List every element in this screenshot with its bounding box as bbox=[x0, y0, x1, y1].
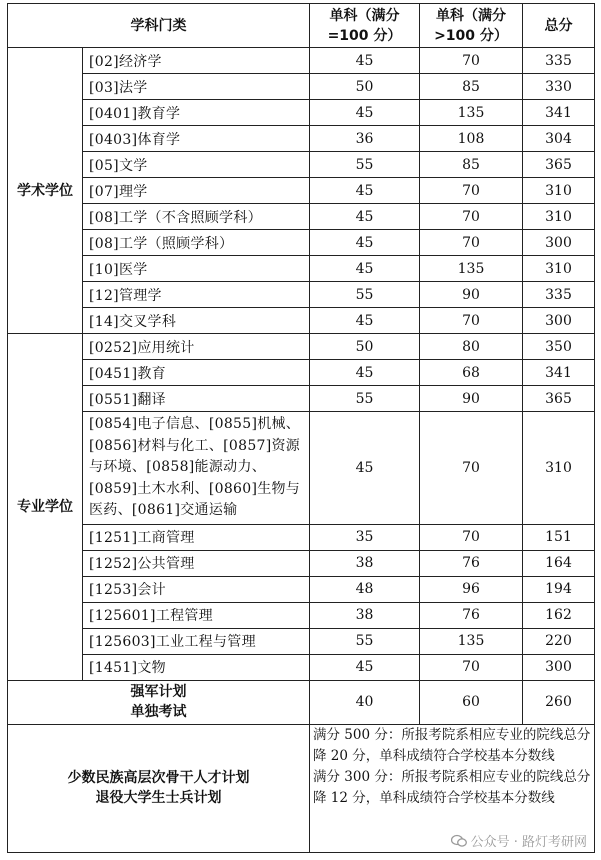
special-plan-line1: 强军计划 bbox=[130, 684, 187, 700]
score-gt100-cell: 70 bbox=[420, 412, 523, 525]
total-cell: 164 bbox=[523, 550, 595, 576]
score-100-cell: 38 bbox=[310, 602, 420, 628]
subject-cell: [14]交叉学科 bbox=[83, 308, 310, 334]
header-total: 总分 bbox=[523, 4, 595, 48]
subject-cell: [1253]会计 bbox=[83, 576, 310, 602]
score-100-cell: 45 bbox=[310, 308, 420, 334]
table-row bbox=[8, 654, 595, 680]
table-row bbox=[8, 230, 595, 256]
subject-cell: [02]经济学 bbox=[83, 48, 310, 74]
header-single-gt100: 单科（满分>100 分） bbox=[420, 4, 523, 48]
subject-cell: [0252]应用统计 bbox=[83, 334, 310, 360]
table-row bbox=[8, 334, 595, 360]
table-row bbox=[8, 602, 595, 628]
table-row bbox=[8, 48, 595, 74]
score-gt100-cell: 85 bbox=[420, 74, 523, 100]
total-cell: 300 bbox=[523, 654, 595, 680]
minority-note-300: 满分 300 分：所报考院系相应专业的院线总分降 12 分，单科成绩符合学校基本分数线 bbox=[313, 768, 591, 806]
subject-cell: [1252]公共管理 bbox=[83, 550, 310, 576]
score-100-cell: 55 bbox=[310, 152, 420, 178]
score-100-cell: 38 bbox=[310, 550, 420, 576]
watermark-text: 公众号 · 路灯考研网 bbox=[470, 835, 587, 850]
score-100-cell: 50 bbox=[310, 334, 420, 360]
subject-cell: [08]工学（照顾学科） bbox=[83, 230, 310, 256]
total-cell: 304 bbox=[523, 126, 595, 152]
minority-plan-label bbox=[8, 724, 310, 852]
header-row bbox=[8, 4, 595, 48]
total-cell: 335 bbox=[523, 282, 595, 308]
minority-plan-line2: 退役大学生士兵计划 bbox=[95, 790, 222, 806]
score-100-cell: 45 bbox=[310, 412, 420, 525]
score-100-cell: 35 bbox=[310, 524, 420, 550]
table-row bbox=[8, 152, 595, 178]
score-100-cell: 45 bbox=[310, 48, 420, 74]
total-cell: 330 bbox=[523, 74, 595, 100]
score-gt100-cell: 70 bbox=[420, 654, 523, 680]
score-gt100-cell: 70 bbox=[420, 524, 523, 550]
subject-cell: [125601]工程管理 bbox=[83, 602, 310, 628]
score-100-cell: 55 bbox=[310, 282, 420, 308]
score-100-cell: 45 bbox=[310, 230, 420, 256]
table-row bbox=[8, 412, 595, 525]
score-100-cell: 45 bbox=[310, 256, 420, 282]
special-plan-line2: 单独考试 bbox=[130, 704, 187, 720]
score-table bbox=[7, 3, 595, 853]
total-cell: 365 bbox=[523, 386, 595, 412]
subject-cell: [125603]工业工程与管理 bbox=[83, 628, 310, 654]
total-cell: 300 bbox=[523, 230, 595, 256]
total-cell: 341 bbox=[523, 100, 595, 126]
total-cell: 310 bbox=[523, 412, 595, 525]
subject-cell: [0401]教育学 bbox=[83, 100, 310, 126]
score-100-cell: 45 bbox=[310, 100, 420, 126]
score-gt100-cell: 60 bbox=[420, 680, 523, 724]
table-row bbox=[8, 126, 595, 152]
special-plan-label bbox=[8, 680, 310, 724]
score-gt100-cell: 96 bbox=[420, 576, 523, 602]
total-cell: 310 bbox=[523, 178, 595, 204]
group-label-professional: 专业学位 bbox=[8, 334, 83, 681]
total-cell: 300 bbox=[523, 308, 595, 334]
score-gt100-cell: 135 bbox=[420, 100, 523, 126]
total-cell: 162 bbox=[523, 602, 595, 628]
table-row bbox=[8, 178, 595, 204]
table-row bbox=[8, 628, 595, 654]
table-row bbox=[8, 550, 595, 576]
total-cell: 341 bbox=[523, 360, 595, 386]
score-100-cell: 48 bbox=[310, 576, 420, 602]
score-gt100-cell: 68 bbox=[420, 360, 523, 386]
subject-cell: [03]法学 bbox=[83, 74, 310, 100]
table-row bbox=[8, 256, 595, 282]
score-gt100-cell: 135 bbox=[420, 628, 523, 654]
score-gt100-cell: 70 bbox=[420, 48, 523, 74]
score-gt100-cell: 70 bbox=[420, 204, 523, 230]
wechat-icon bbox=[451, 834, 467, 848]
subject-cell: [08]工学（不含照顾学科） bbox=[83, 204, 310, 230]
header-single-100: 单科（满分=100 分） bbox=[310, 4, 420, 48]
subject-cell: [1451]文物 bbox=[83, 654, 310, 680]
score-gt100-cell: 85 bbox=[420, 152, 523, 178]
table-row bbox=[8, 282, 595, 308]
score-100-cell: 55 bbox=[310, 386, 420, 412]
minority-plan-line1: 少数民族高层次骨干人才计划 bbox=[67, 770, 250, 786]
total-cell: 220 bbox=[523, 628, 595, 654]
watermark bbox=[451, 831, 587, 850]
subject-cell: [1251]工商管理 bbox=[83, 524, 310, 550]
score-gt100-cell: 90 bbox=[420, 386, 523, 412]
table-row bbox=[8, 680, 595, 724]
score-100-cell: 36 bbox=[310, 126, 420, 152]
score-gt100-cell: 135 bbox=[420, 256, 523, 282]
group-label-academic: 学术学位 bbox=[8, 48, 83, 334]
subject-cell: [0551]翻译 bbox=[83, 386, 310, 412]
total-cell: 310 bbox=[523, 256, 595, 282]
table-row bbox=[8, 204, 595, 230]
subject-cell: [07]理学 bbox=[83, 178, 310, 204]
total-cell: 335 bbox=[523, 48, 595, 74]
score-100-cell: 45 bbox=[310, 178, 420, 204]
score-gt100-cell: 70 bbox=[420, 230, 523, 256]
score-gt100-cell: 76 bbox=[420, 602, 523, 628]
total-cell: 260 bbox=[523, 680, 595, 724]
table-row bbox=[8, 308, 595, 334]
score-gt100-cell: 90 bbox=[420, 282, 523, 308]
minority-note-500: 满分 500 分：所报考院系相应专业的院线总分降 20 分，单科成绩符合学校基本分数线 bbox=[313, 726, 591, 764]
score-100-cell: 50 bbox=[310, 74, 420, 100]
header-category: 学科门类 bbox=[8, 4, 310, 48]
subject-cell: [05]文学 bbox=[83, 152, 310, 178]
total-cell: 194 bbox=[523, 576, 595, 602]
total-cell: 310 bbox=[523, 204, 595, 230]
score-gt100-cell: 70 bbox=[420, 178, 523, 204]
score-100-cell: 45 bbox=[310, 654, 420, 680]
subject-cell: [12]管理学 bbox=[83, 282, 310, 308]
score-100-cell: 55 bbox=[310, 628, 420, 654]
score-gt100-cell: 108 bbox=[420, 126, 523, 152]
table-row bbox=[8, 360, 595, 386]
score-gt100-cell: 76 bbox=[420, 550, 523, 576]
table-row bbox=[8, 524, 595, 550]
total-cell: 365 bbox=[523, 152, 595, 178]
total-cell: 151 bbox=[523, 524, 595, 550]
table-row bbox=[8, 576, 595, 602]
score-100-cell: 45 bbox=[310, 360, 420, 386]
subject-cell: [0854]电子信息、[0855]机械、[0856]材料与化工、[0857]资源与环境、[0858]能源动力、[0859]土木水利、[0860]生物与医药、[0861]交通运输 bbox=[83, 412, 310, 525]
table-row bbox=[8, 100, 595, 126]
score-gt100-cell: 80 bbox=[420, 334, 523, 360]
score-100-cell: 45 bbox=[310, 204, 420, 230]
score-gt100-cell: 70 bbox=[420, 308, 523, 334]
subject-cell: [10]医学 bbox=[83, 256, 310, 282]
table-row bbox=[8, 74, 595, 100]
score-100-cell: 40 bbox=[310, 680, 420, 724]
total-cell: 350 bbox=[523, 334, 595, 360]
table-row bbox=[8, 386, 595, 412]
subject-cell: [0451]教育 bbox=[83, 360, 310, 386]
subject-cell: [0403]体育学 bbox=[83, 126, 310, 152]
